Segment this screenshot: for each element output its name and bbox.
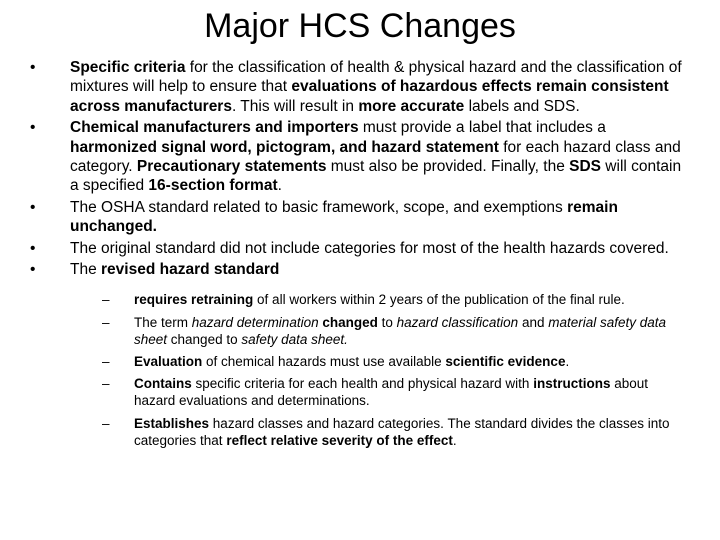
dash-marker: – <box>102 292 110 308</box>
text-run: . This will result in <box>231 97 359 115</box>
text-run: of all workers within 2 years of the publication of the final rule. <box>253 292 625 308</box>
sub-bullet-text <box>134 354 569 369</box>
text-run: . <box>452 432 457 448</box>
sub-bullet-text <box>134 292 625 307</box>
text-run: changed to <box>167 331 242 347</box>
bullet-item <box>30 198 690 237</box>
text-run: harmonized signal word, pictogram, and hazard statement <box>70 138 499 156</box>
text-run: specific criteria for each health and physical hazard with <box>191 376 534 392</box>
text-run: safety data sheet. <box>241 331 348 347</box>
sub-bullet-item <box>102 291 690 308</box>
bullet-marker: • <box>30 198 36 216</box>
text-run: to <box>377 314 397 330</box>
dash-marker: – <box>102 415 110 431</box>
text-run: remain unchanged. <box>70 198 618 236</box>
text-run: Evaluation <box>134 354 203 370</box>
dash-marker: – <box>102 376 110 392</box>
sub-bullet-text <box>134 376 648 408</box>
bullet-text <box>70 119 681 194</box>
text-run: Precautionary statements <box>136 158 327 176</box>
text-run: The term <box>134 314 192 330</box>
text-run: about hazard evaluations and determinations. <box>134 376 649 409</box>
bullet-item <box>30 118 690 196</box>
bullet-text <box>70 199 618 235</box>
text-run: . <box>565 354 570 370</box>
sub-bullet-item <box>102 375 690 409</box>
bullet-item <box>30 58 690 116</box>
bullet-text <box>70 240 669 257</box>
text-run: The original standard did not include categories for most of the health hazards covered. <box>70 239 669 257</box>
text-run: of chemical hazards must use available <box>202 354 446 370</box>
text-run: instructions <box>533 376 611 392</box>
bullet-marker: • <box>30 59 36 76</box>
text-run: must also be provided. Finally, the <box>326 158 570 176</box>
text-run: hazard classes and hazard categories. The standard divides the classes into categories that <box>134 415 670 448</box>
text-run: more accurate <box>358 97 465 115</box>
text-run: for the classification of health & physical hazard and the classification of mixtures will help to ensure that <box>70 59 682 96</box>
dash-marker: – <box>102 314 110 330</box>
text-run: will contain a specified <box>70 158 682 195</box>
text-run: The OSHA standard related to basic framework, scope, and exemptions <box>70 198 568 216</box>
bullet-item <box>30 239 690 258</box>
text-run: hazard determination <box>191 314 319 330</box>
text-run: labels and SDS. <box>464 97 580 115</box>
slide-title: Major HCS Changes <box>204 7 516 45</box>
text-run: SDS <box>569 158 601 176</box>
text-run: The <box>70 261 102 279</box>
text-run: Chemical manufacturers and importers <box>70 119 359 137</box>
text-run: evaluations of hazardous effects remain consistent across manufacturers <box>70 78 669 115</box>
sub-bullet-text <box>134 416 670 448</box>
text-run: scientific evidence <box>445 354 566 370</box>
text-run: reflect relative severity of the effect <box>226 432 453 448</box>
text-run: requires retraining <box>134 292 254 308</box>
bullet-text <box>70 261 279 278</box>
bullet-marker: • <box>30 261 36 279</box>
sub-bullet-text <box>134 315 666 347</box>
sub-bullet-item <box>102 353 690 370</box>
text-run: revised hazard standard <box>101 261 280 279</box>
text-run: . <box>277 177 282 195</box>
text-run: material safety data sheet <box>134 314 667 347</box>
text-run: 16-section format <box>148 177 278 195</box>
sub-bullet-item <box>102 415 690 449</box>
bullet-list <box>30 58 690 454</box>
dash-marker: – <box>102 354 110 370</box>
bullet-item <box>30 260 690 449</box>
text-run: hazard classification <box>396 314 519 330</box>
bullet-text <box>70 59 682 115</box>
text-run: Establishes <box>134 415 210 431</box>
text-run: must provide a label that includes a <box>358 119 606 137</box>
sub-bullet-list <box>70 291 690 449</box>
bullet-marker: • <box>30 239 36 257</box>
text-run: Specific criteria <box>70 59 186 76</box>
text-run: Contains <box>134 376 192 392</box>
text-run: for each hazard class and category. <box>70 138 681 176</box>
bullet-marker: • <box>30 119 36 137</box>
sub-bullet-item <box>102 314 690 348</box>
text-run: and <box>518 314 549 330</box>
text-run: changed <box>318 314 378 330</box>
